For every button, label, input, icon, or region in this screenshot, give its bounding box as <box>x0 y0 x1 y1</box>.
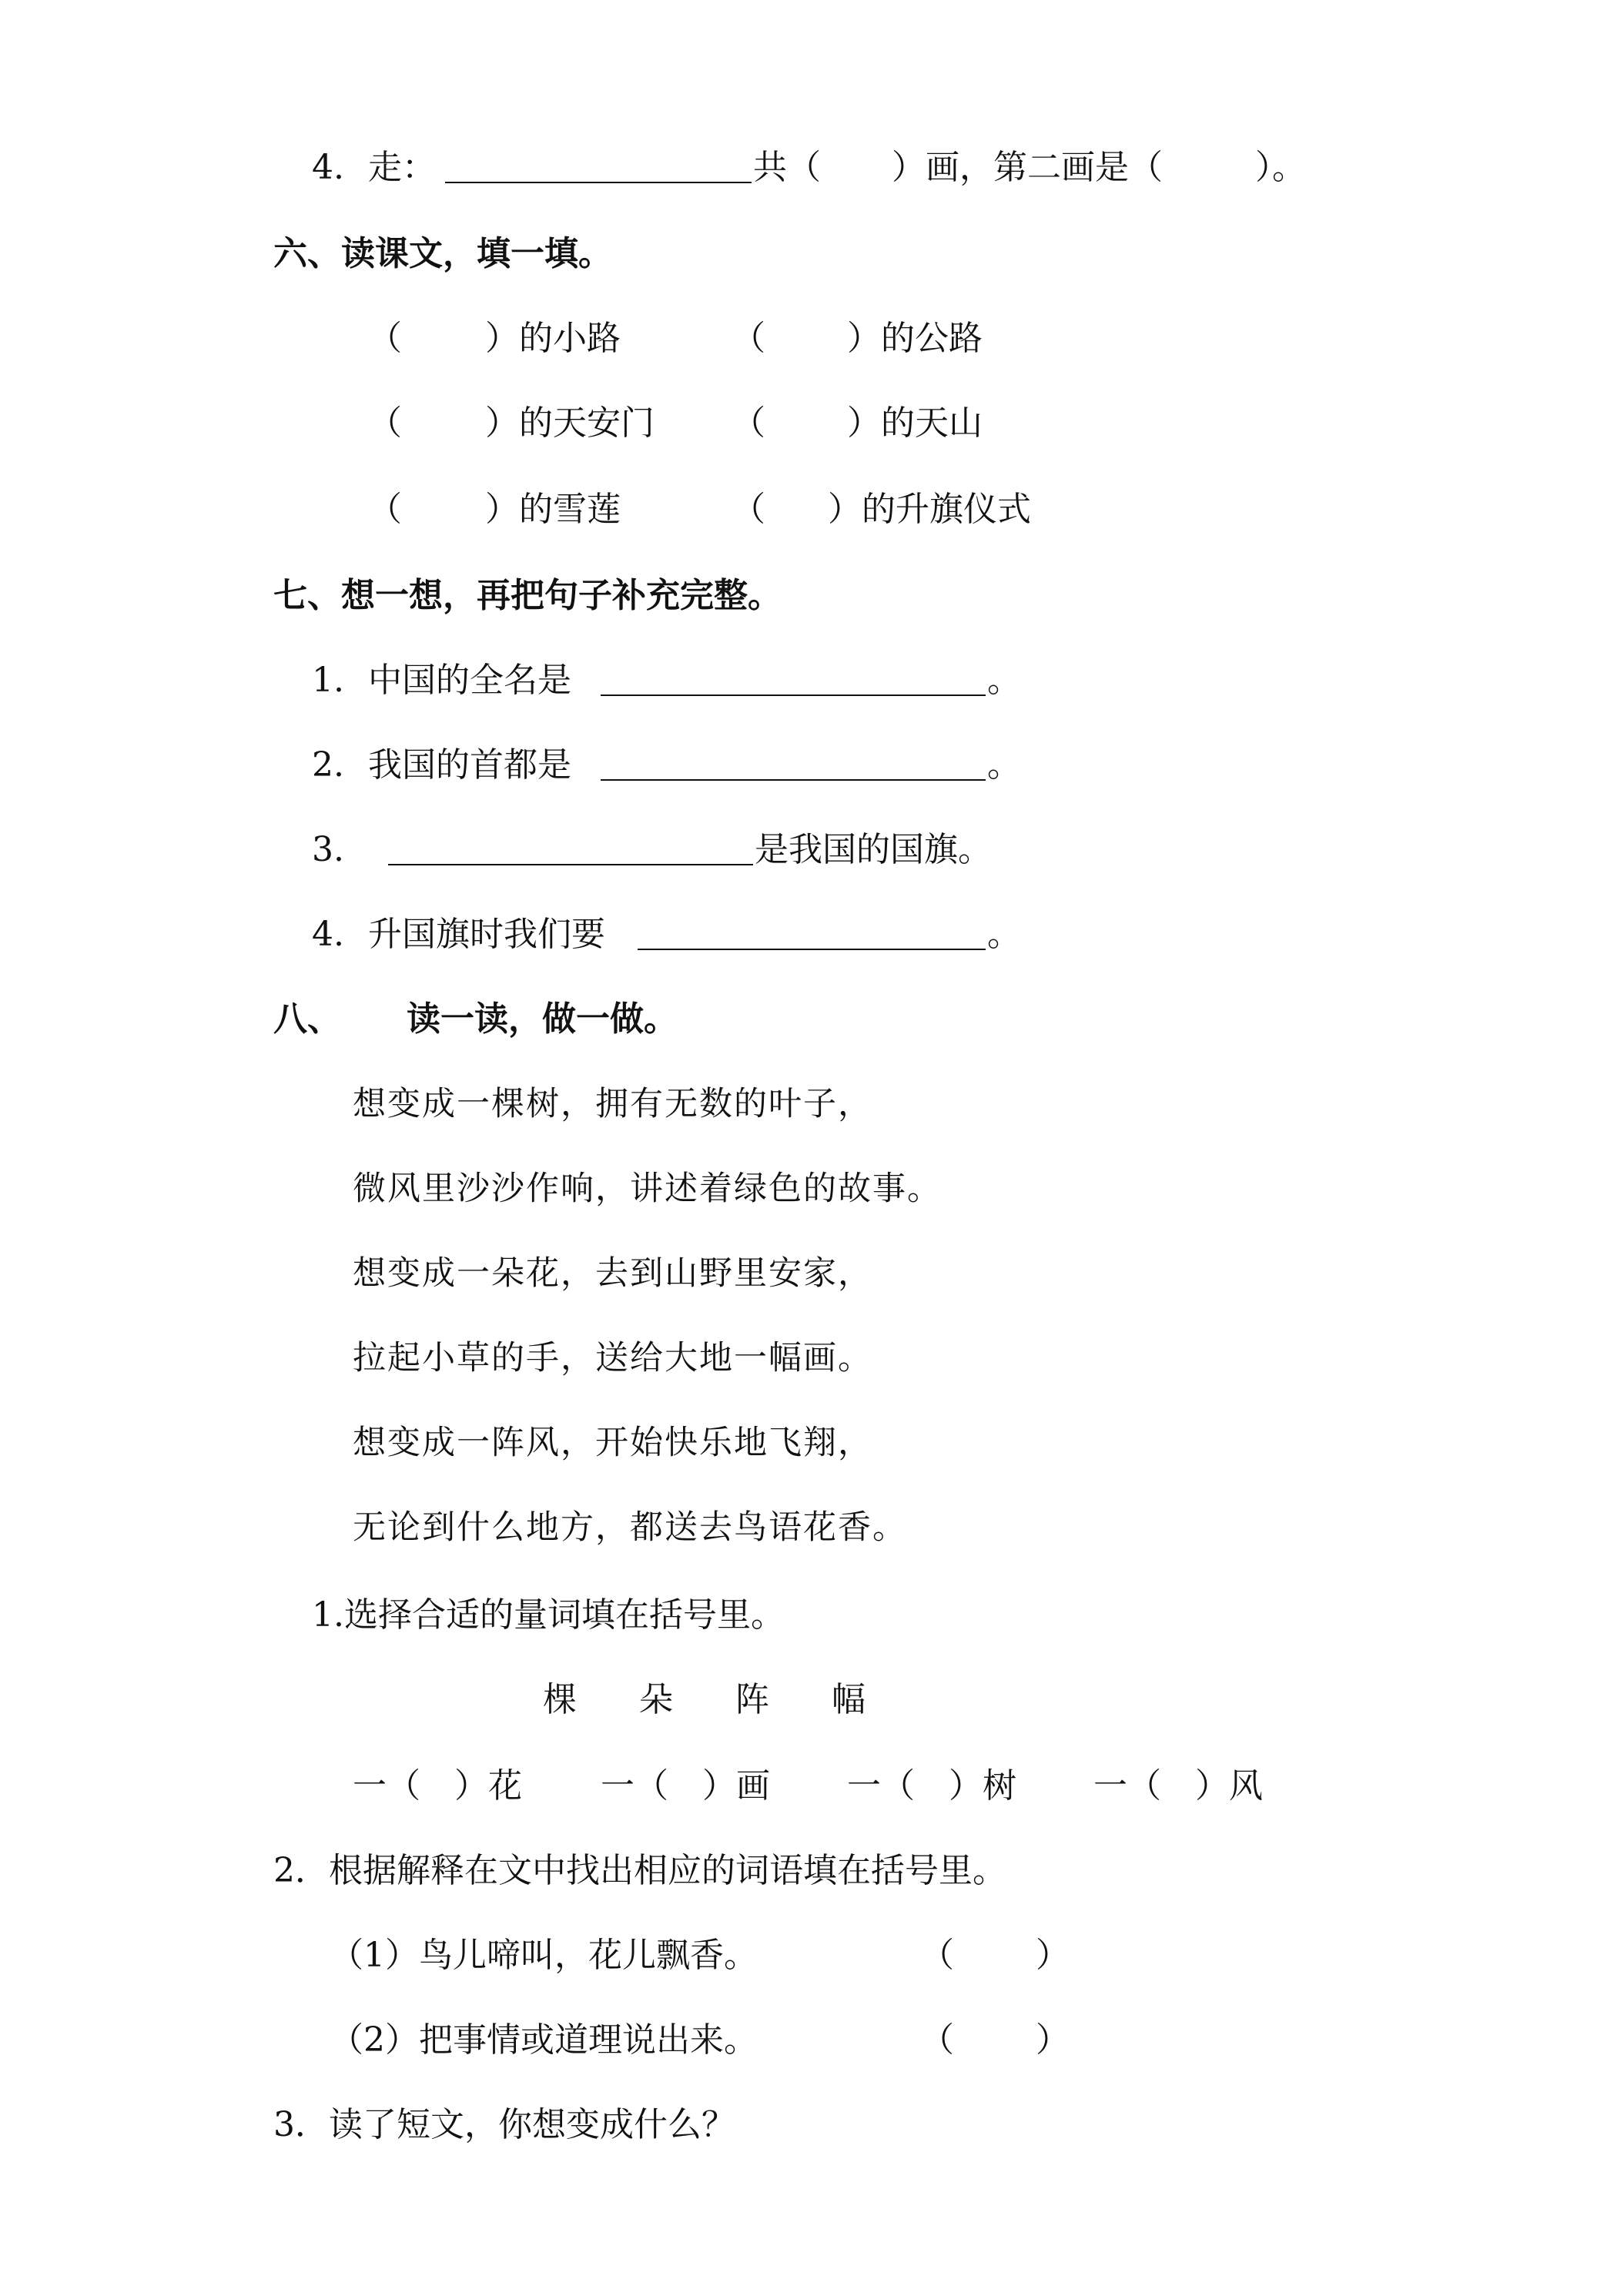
poem-text: 想变成一阵风，开始快乐地飞翔， <box>353 1424 872 1462</box>
right-phrase: ）的升旗仪式 <box>828 490 1031 529</box>
section-7-title: 七、想一想，再把句子补充完整。 <box>273 576 782 615</box>
item-number: 3. <box>312 830 344 869</box>
answer-blank[interactable] <box>601 779 986 781</box>
closing-bracket: ）。 <box>1255 148 1306 187</box>
right-open-paren: （ <box>732 319 765 358</box>
blank-item[interactable]: 一（ ）风 <box>1093 1766 1263 1806</box>
sentence-start: 我国的首都是 <box>368 745 571 785</box>
item-number: 1. <box>312 661 344 700</box>
answer-blank[interactable] <box>388 864 753 865</box>
section-8-title: 读一读，做一做。 <box>407 999 678 1039</box>
answer-close-paren[interactable]: ） <box>1036 2020 1070 2060</box>
blank-item[interactable]: 一（ ）树 <box>847 1766 1016 1806</box>
blank-item[interactable]: 一（ ）花 <box>353 1766 522 1806</box>
sentence-end: 是我国的国旗。 <box>755 830 992 869</box>
stroke-count-prefix: 共（ <box>753 148 821 187</box>
poem-text: 拉起小草的手，送给大地一幅画。 <box>353 1339 872 1377</box>
left-phrase: ）的小路 <box>485 319 621 358</box>
answer-close-paren[interactable]: ） <box>1036 1936 1070 1975</box>
left-phrase: ）的雪莲 <box>485 490 621 529</box>
q3-prompt-text: 3．读了短文，你想变成什么？ <box>273 2105 735 2144</box>
word-option: 棵 <box>543 1680 577 1719</box>
word-option: 阵 <box>735 1680 769 1719</box>
item-number: 4. <box>312 148 344 187</box>
q1-prompt-text: 1.选择合适的量词填在括号里。 <box>312 1595 785 1635</box>
section-6-title: 六、读课文，填一填。 <box>273 234 612 273</box>
item-number: 2. <box>312 745 344 785</box>
sentence-start: 中国的全名是 <box>368 661 571 700</box>
sentence-end: 。 <box>987 915 1021 954</box>
answer-open-paren[interactable]: （ <box>920 2020 954 2060</box>
word-option: 幅 <box>832 1680 866 1719</box>
left-open-paren: （ <box>368 490 402 529</box>
section-8-number: 八、 <box>273 999 341 1039</box>
sentence-start: 升国旗时我们要 <box>368 915 605 954</box>
second-stroke-text: ）画，第二画是（ <box>892 148 1163 187</box>
poem-text: 想变成一朵花，去到山野里安家， <box>353 1254 872 1293</box>
right-phrase: ）的天山 <box>847 403 983 443</box>
sentence-end: 。 <box>987 661 1021 700</box>
right-open-paren: （ <box>732 490 765 529</box>
q2-prompt-text: 2．根据解释在文中找出相应的词语填在括号里。 <box>273 1851 1006 1890</box>
answer-blank[interactable] <box>638 949 986 950</box>
left-open-paren: （ <box>368 403 402 443</box>
left-phrase: ）的天安门 <box>485 403 655 443</box>
poem-text: 微风里沙沙作响，讲述着绿色的故事。 <box>353 1170 942 1208</box>
right-phrase: ）的公路 <box>847 319 983 358</box>
poem-text: 想变成一棵树，拥有无数的叶子， <box>353 1085 872 1123</box>
answer-open-paren[interactable]: （ <box>920 1936 954 1975</box>
answer-blank[interactable] <box>445 182 752 183</box>
right-open-paren: （ <box>732 403 765 443</box>
item-number: 4. <box>312 915 344 954</box>
blank-item[interactable]: 一（ ）画 <box>601 1766 770 1806</box>
answer-blank[interactable] <box>601 694 986 696</box>
definition-text: （2）把事情或道理说出来。 <box>330 2020 758 2060</box>
definition-text: （1）鸟儿啼叫，花儿飘香。 <box>330 1936 758 1975</box>
word-option: 朵 <box>639 1680 673 1719</box>
poem-text: 无论到什么地方，都送去鸟语花香。 <box>353 1508 907 1547</box>
sentence-end: 。 <box>987 745 1021 785</box>
character-label: 走： <box>368 148 436 187</box>
left-open-paren: （ <box>368 319 402 358</box>
